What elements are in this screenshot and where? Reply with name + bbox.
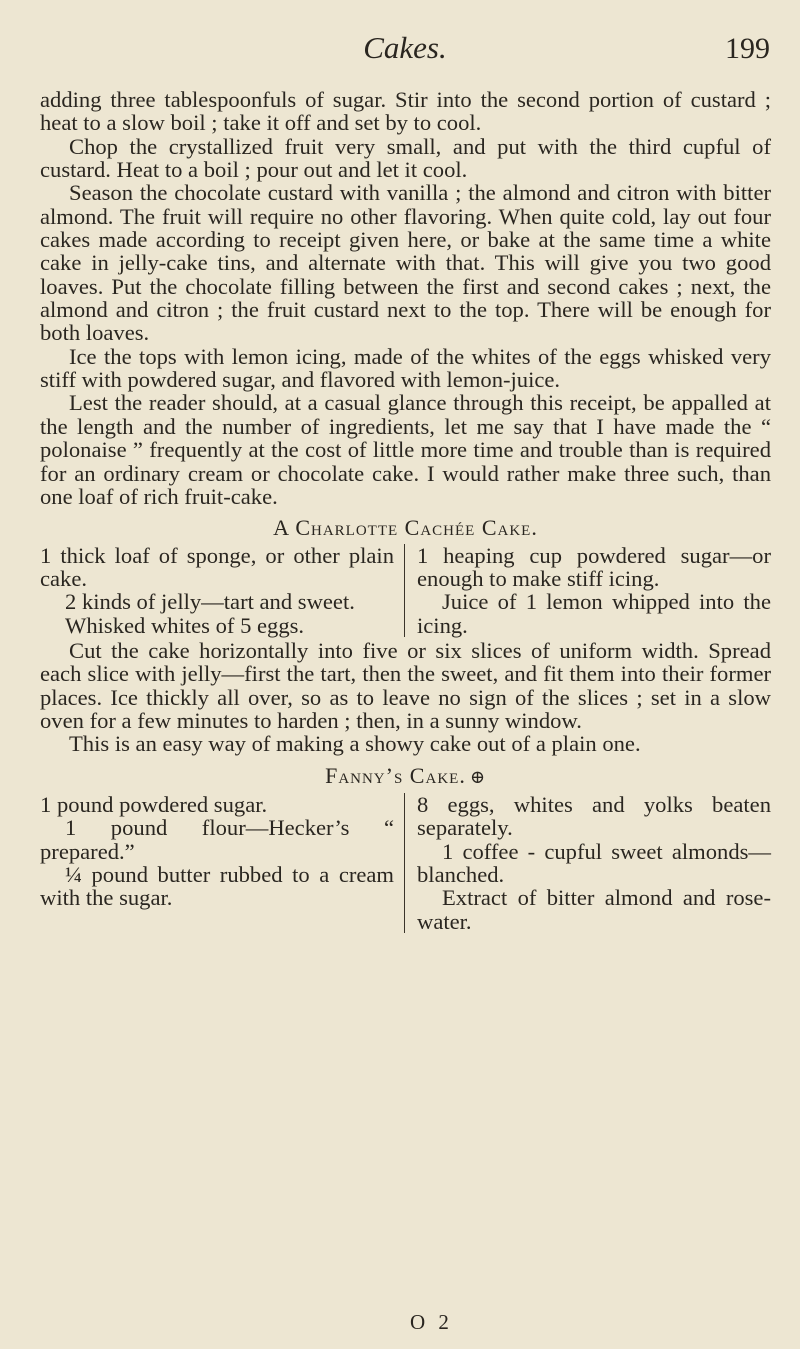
ingredient: Juice of 1 lemon whipped into the icing.	[417, 589, 771, 638]
ingredients-fanny	[40, 793, 771, 933]
paragraph: Lest the reader should, at a casual glance through this receipt, be appalled at the length and the number of ingredients, let me say that I have made the “ polonaise ” frequently at the cost of little more time and trouble than is required for an ordinary cream or chocolate cake. I would rather make three such, than one loaf of rich fruit-cake.	[40, 390, 771, 509]
ingredient: 1 heaping cup powdered sugar—or enough to make stiff icing.	[417, 542, 771, 591]
ingredients-charlotte	[40, 544, 771, 637]
paragraph: This is an easy way of making a showy cake out of a plain one.	[69, 731, 641, 757]
ingredients-right-column	[405, 544, 771, 637]
ingredient: 2 kinds of jelly—tart and sweet.	[65, 589, 355, 615]
ingredient: 1 pound flour—Hecker’s “ prepared.”	[40, 815, 394, 864]
ingredient: 1 pound powdered sugar.	[40, 791, 268, 817]
paragraph: Chop the crystallized fruit very small, and put with the third cupful of custard. Heat to a boil ; pour out and let it cool.	[40, 133, 771, 183]
body-text	[40, 88, 771, 935]
ingredients-left-column	[40, 793, 405, 933]
page-number: 199	[725, 32, 770, 65]
ingredient: Whisked whites of 5 eggs.	[65, 612, 305, 638]
running-title: Cakes.	[363, 30, 447, 65]
paragraph: Ice the tops with lemon icing, made of the whites of the eggs whisked very stiff with powdered sugar, and flavored with lemon-juice.	[40, 343, 771, 393]
paragraph: adding three tablespoonfuls of sugar. Stir into the second portion of custard ; heat to a slow boil ; take it off and set by to cool.	[40, 87, 771, 136]
ingredient: 1 thick loaf of sponge, or other plain cake.	[40, 542, 394, 591]
recipe-title-charlotte: A Charlotte Cachée Cake.	[273, 515, 538, 541]
ingredient: 1 coffee - cupful sweet almonds—blanched.	[417, 838, 771, 887]
ingredient: ¼ pound butter rubbed to a cream with the sugar.	[40, 862, 394, 911]
recipe-title-text: Fanny’s Cake.	[325, 762, 466, 788]
paragraph: Season the chocolate custard with vanilla ; the almond and citron with bitter almond. The fruit will require no other flavoring. When quite cold, lay out four cakes made according to receipt given here, or bake at the same time a white cake in jelly-cake tins, and alternate with that. This will give you two good loaves. Put the chocolate filling between the first and second cakes ; next, the almond and citron ; the fruit custard next to the top. There will be enough for both loaves.	[40, 180, 771, 346]
ingredients-right-column	[405, 793, 771, 933]
recipe-title-fanny	[40, 764, 771, 789]
ingredients-left-column	[40, 544, 405, 637]
paragraph: Cut the cake horizontally into five or six slices of uniform width. Spread each slice with jelly—first the tart, then the sweet, and fit them into their former places. Ice thickly all over, so as to leave no sign of the slices ; set in a slow oven for a few minutes to harden ; then, in a sunny window.	[40, 637, 771, 733]
cross-circle-icon: ⊕	[469, 766, 486, 787]
page-header	[40, 30, 770, 70]
signature-mark: O 2	[410, 1310, 453, 1334]
ingredient: Extract of bitter almond and rose-water.	[417, 885, 771, 934]
ingredient: 8 eggs, whites and yolks beaten separately.	[417, 791, 771, 841]
